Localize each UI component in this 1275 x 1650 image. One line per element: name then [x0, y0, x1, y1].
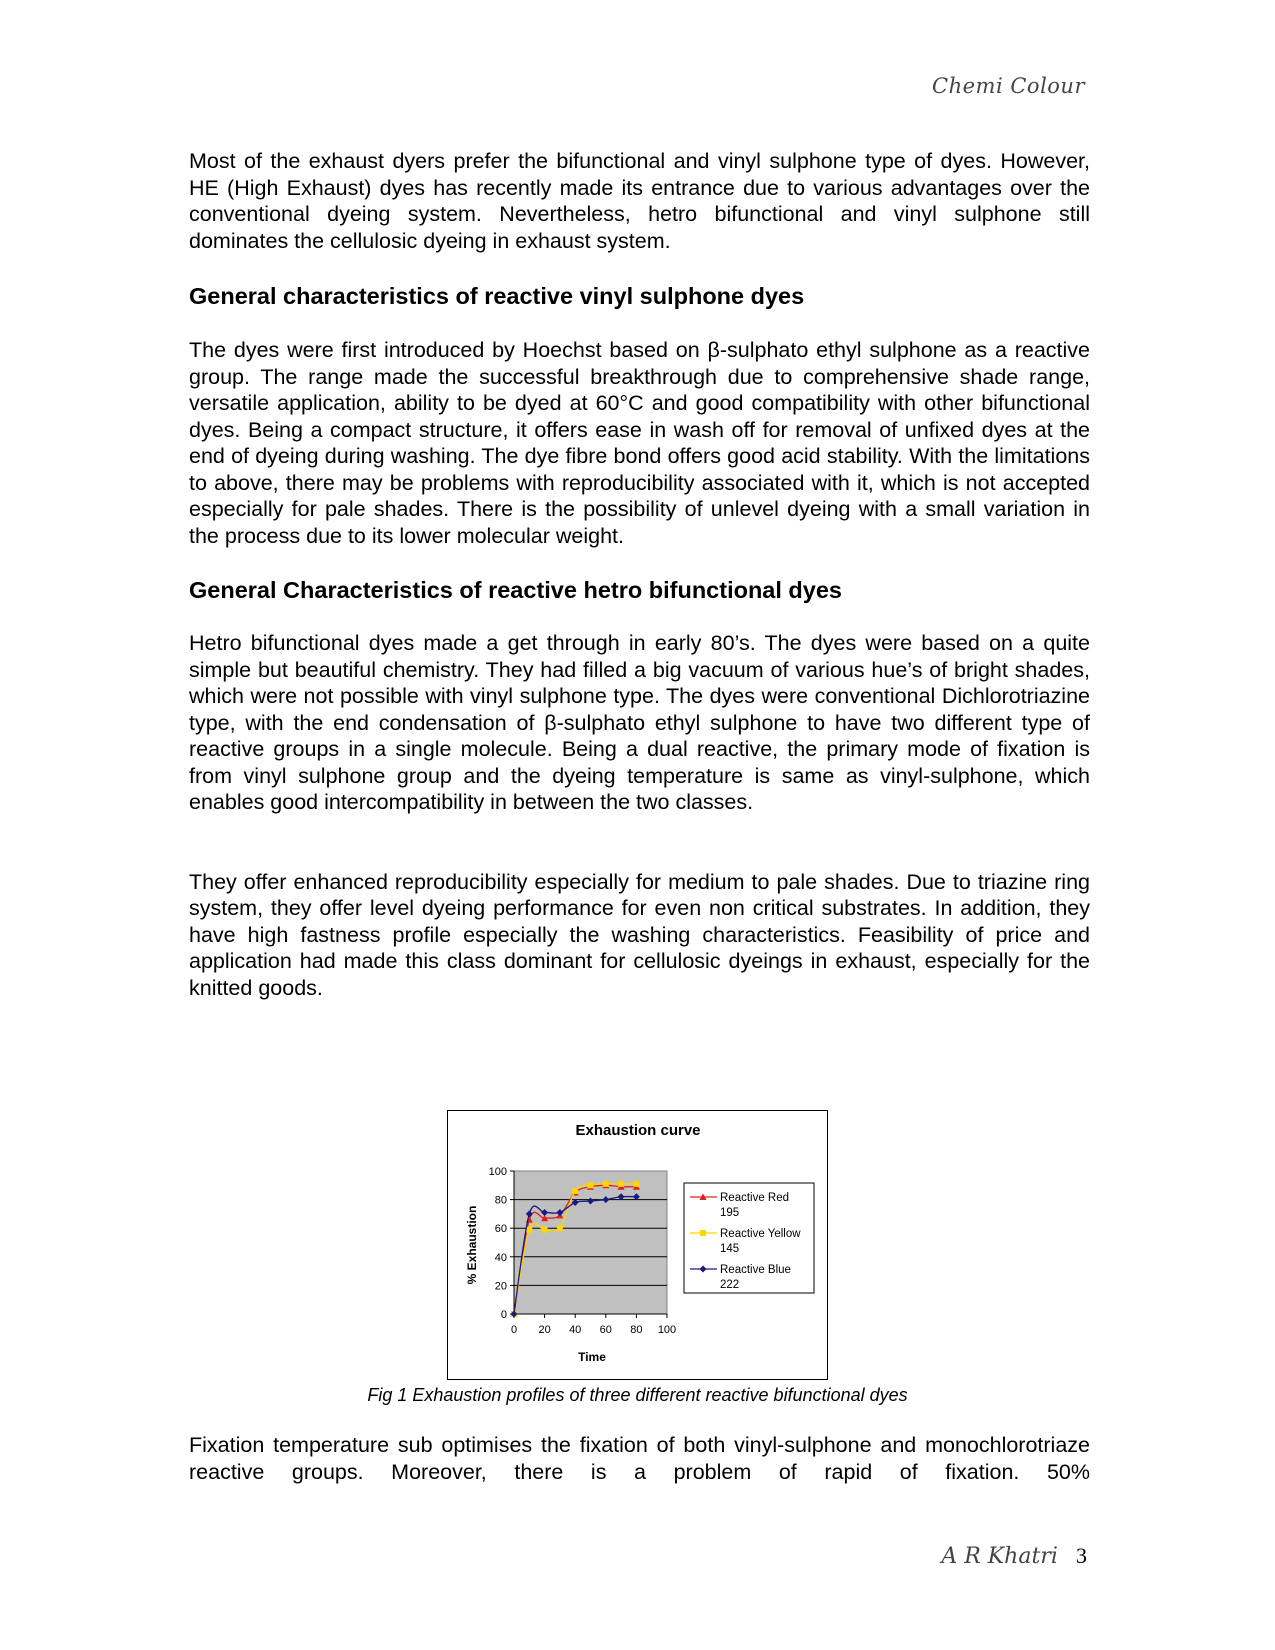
legend-label: Reactive Red [720, 1192, 790, 1204]
heading-hetro-bifunctional: General Characteristics of reactive hetro bifunctional dyes [189, 577, 842, 603]
legend-label: 195 [720, 1207, 740, 1219]
data-point [572, 1188, 578, 1194]
exhaustion-chart [447, 1110, 828, 1380]
legend-label: 222 [720, 1279, 740, 1291]
data-point [542, 1227, 548, 1233]
chart-y-axis-label: % Exhaustion [465, 1205, 479, 1285]
x-tick-label: 60 [599, 1324, 612, 1336]
legend-label: 145 [720, 1243, 740, 1255]
body-text [189, 148, 1090, 1001]
paragraph-reproducibility: They offer enhanced reproducibility especially for medium to pale shades. Due to triazine ring system, they offer level dyeing performance for even non critical substrates. In addition, they have high fastness profile especially the washing characteristics. Feasibility of price and application had made this class dominant for cellulosic dyeings in exhaust, especially for the knitted goods. [189, 869, 1090, 1000]
paragraph-exhaust-dyers: Most of the exhaust dyers prefer the bifunctional and vinyl sulphone type of dyes. However, HE (High Exhaust) dyes has recently made its entrance due to various advantages over the conventional dyeing system. Nevertheless, hetro bifunctional and vinyl sulphone still dominates the cellulosic dyeing in exhaust system. [189, 149, 1090, 253]
y-tick-label: 60 [494, 1223, 507, 1236]
x-tick-label: 80 [630, 1324, 643, 1336]
data-point [557, 1225, 563, 1231]
paragraph-vinyl-sulphone: The dyes were first introduced by Hoechst based on β-sulphato ethyl sulphone as a reactive group. The range made the successful breakthrough due to comprehensive shade range, versatile application, ability to be dyed at 60°C and good compatibility with other bifunctional dyes. Being a compact structure, it offers ease in wash off for removal of unfixed dyes at the end of dyeing during washing. The dye fibre bond offers good acid stability. With the limitations to above, there may be problems with reproducibility associated with it, which is not accepted especially for pale shades. There is the possibility of unlevel dyeing with a small variation in the process due to its lower molecular weight. [189, 338, 1090, 548]
y-tick-label: 80 [494, 1194, 507, 1207]
x-tick-label: 0 [510, 1324, 518, 1336]
paragraph-fixation: Fixation temperature sub optimises the fixation of both vinyl-sulphone and monochlorotriaze reactive groups. Moreover, there is a problem of rapid of fixation. 50% [189, 1433, 1090, 1484]
data-point [526, 1227, 532, 1233]
running-header: Chemi Colour [932, 74, 1085, 98]
legend-marker [700, 1230, 706, 1236]
x-tick-label: 20 [538, 1324, 551, 1336]
y-tick-label: 100 [488, 1166, 507, 1178]
x-tick-label: 100 [657, 1324, 677, 1336]
data-point [588, 1182, 594, 1188]
y-tick-label: 0 [500, 1309, 507, 1321]
paragraph-hetro-bifunctional: Hetro bifunctional dyes made a get through in early 80’s. The dyes were based on a quite simple but beautiful chemistry. They had filled a big vacuum of various hue’s of bright shades, which were not possible with vinyl sulphone type. The dyes were conventional Dichlorotriazine type, with the end condensation of β-sulphato ethyl sulphone to have two different type of reactive groups in a single molecule. Being a dual reactive, the primary mode of fixation is from vinyl sulphone group and the dyeing temperature is same as vinyl-sulphone, which enables good intercompatibility in between the two classes. [189, 631, 1090, 814]
figure-caption: Fig 1 Exhaustion profiles of three different reactive bifunctional dyes [367, 1385, 908, 1405]
page-footer [941, 1543, 1087, 1569]
data-point [618, 1181, 624, 1187]
legend-label: Reactive Yellow [720, 1228, 801, 1240]
chart-title: Exhaustion curve [575, 1122, 701, 1139]
heading-vinyl-sulphone: General characteristics of reactive vinyl sulphone dyes [189, 283, 805, 309]
page-number: 3 [1076, 1543, 1087, 1568]
data-point [633, 1181, 639, 1187]
x-tick-label: 40 [569, 1324, 582, 1336]
plot-area [514, 1171, 667, 1314]
y-tick-label: 40 [494, 1251, 507, 1264]
chart-legend [684, 1183, 814, 1293]
chart-x-axis-label: Time [578, 1350, 606, 1364]
legend-label: Reactive Blue [720, 1264, 791, 1276]
data-point [603, 1181, 609, 1187]
y-tick-label: 20 [494, 1280, 507, 1293]
footer-author: A R Khatri [941, 1544, 1058, 1569]
chart-svg [448, 1111, 829, 1381]
